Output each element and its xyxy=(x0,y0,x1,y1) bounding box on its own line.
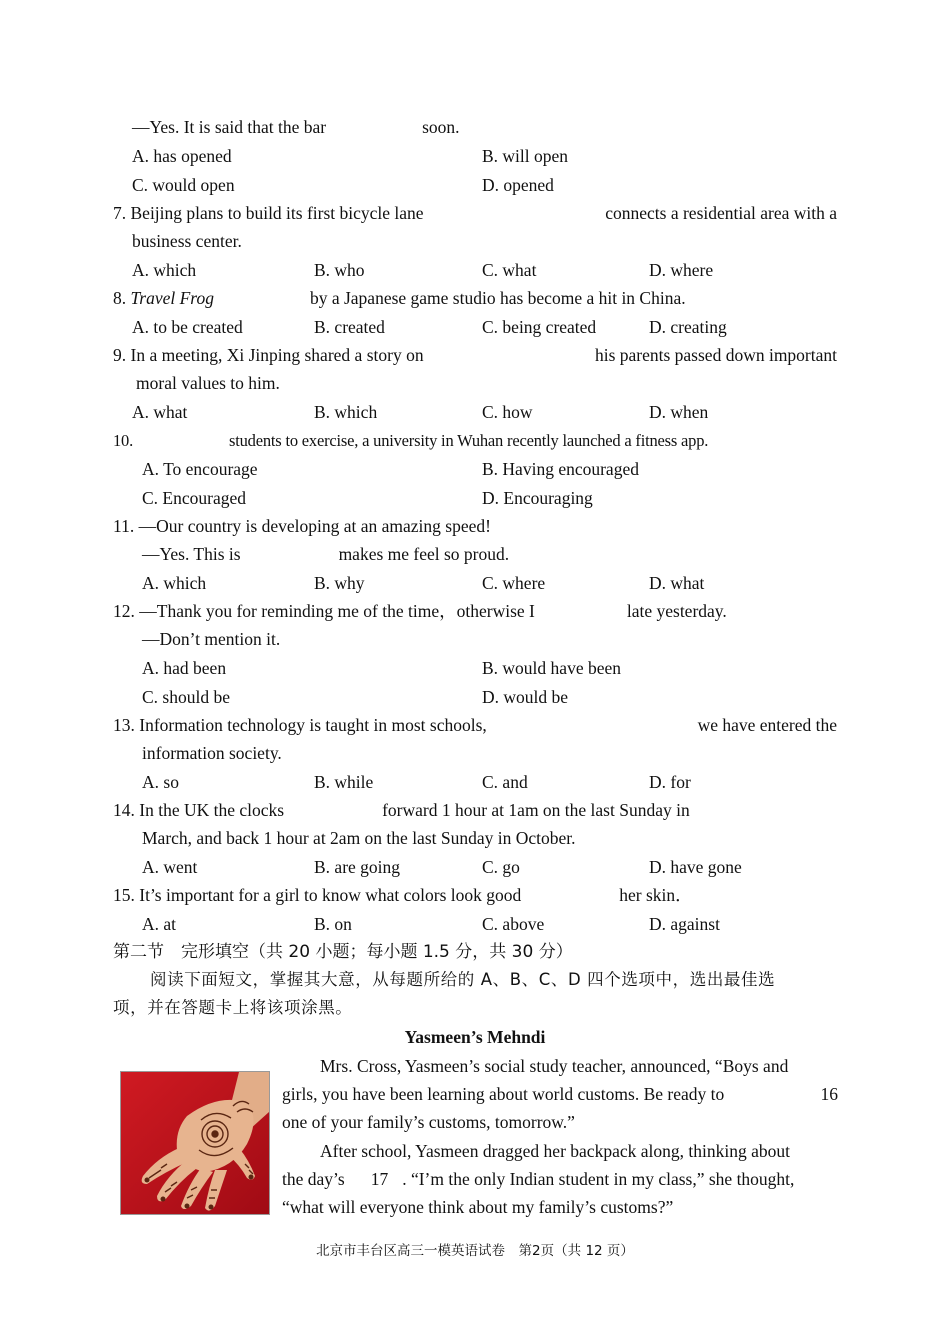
q8-text-after: by a Japanese game studio has become a hit in China. xyxy=(309,288,686,308)
q8-number: 8. xyxy=(113,288,127,308)
q10-option-d: D. Encouraging xyxy=(482,488,593,508)
q15-option-a: A. at xyxy=(142,914,177,934)
q7-line2: business center. xyxy=(132,231,242,251)
q9-option-a: A. what xyxy=(132,402,188,422)
passage-title: Yasmeen’s Mehndi xyxy=(404,1027,546,1047)
q9-option-d: D. when xyxy=(649,402,709,422)
q12-option-d: D. would be xyxy=(482,687,569,707)
q11-line2 xyxy=(142,543,509,565)
q14-text-after: forward 1 hour at 1am on the last Sunday in xyxy=(382,800,690,820)
henna-hand-illustration xyxy=(121,1072,269,1214)
q15-line xyxy=(113,884,693,906)
q12-option-a: A. had been xyxy=(142,658,227,678)
q14-text-before: 14. In the UK the clocks xyxy=(113,800,285,820)
q7-line1 xyxy=(113,202,837,224)
passage-p2-line1: After school, Yasmeen dragged her backpack along, thinking about xyxy=(320,1141,790,1161)
q6-option-a: A. has opened xyxy=(132,146,232,166)
q12-text-after: late yesterday. xyxy=(626,601,727,621)
q8-option-c: C. being created xyxy=(482,317,597,337)
passage-p2-line2 xyxy=(282,1168,794,1190)
q7-option-c: C. what xyxy=(482,260,537,280)
q7-text-before: 7. Beijing plans to build its first bicycle lane xyxy=(113,203,424,223)
blank-16: 16 xyxy=(820,1084,838,1104)
passage-p1-line1: Mrs. Cross, Yasmeen’s social study teacher, announced, “Boys and xyxy=(320,1056,789,1076)
q10-text-after: students to exercise, a university in Wuhan recently launched a fitness app. xyxy=(229,431,709,450)
q13-text-before: 13. Information technology is taught in most schools, xyxy=(113,715,487,735)
q13-option-b: B. while xyxy=(314,772,374,792)
q6-line xyxy=(132,116,460,138)
q11-line1: 11. —Our country is developing at an amazing speed! xyxy=(113,516,491,536)
q12-line2: —Don’t mention it. xyxy=(142,629,281,649)
q15-option-c: C. above xyxy=(482,914,545,934)
q14-option-a: A. went xyxy=(142,857,198,877)
q8-option-b: B. created xyxy=(314,317,385,337)
q9-line2: moral values to him. xyxy=(136,373,280,393)
q7-text-after: connects a residential area with a xyxy=(605,203,837,223)
section2-instruction-line1: 阅读下面短文，掌握其大意，从每题所给的 A、B、C、D 四个选项中，选出最佳选 xyxy=(150,970,776,989)
q9-option-c: C. how xyxy=(482,402,533,422)
passage-p2-line2-before: the day’s xyxy=(282,1169,345,1189)
q7-option-a: A. which xyxy=(132,260,197,280)
q12-line1 xyxy=(113,600,727,622)
q13-line1 xyxy=(113,714,837,736)
q11-text-after: makes me feel so proud. xyxy=(338,544,510,564)
q14-line2: March, and back 1 hour at 2am on the last Sunday in October. xyxy=(142,828,576,848)
q6-line-after: soon. xyxy=(422,117,460,137)
q11-option-a: A. which xyxy=(142,573,207,593)
q15-text-before: 15. It’s important for a girl to know what colors look good xyxy=(113,885,522,905)
q13-line2: information society. xyxy=(142,743,282,763)
q9-line1 xyxy=(113,344,837,366)
q13-option-a: A. so xyxy=(142,772,179,792)
section2-instruction-line2: 项，并在答题卡上将该项涂黑。 xyxy=(113,998,353,1017)
q7-option-b: B. who xyxy=(314,260,365,280)
q8-option-a: A. to be created xyxy=(132,317,243,337)
q12-option-c: C. should be xyxy=(142,687,230,707)
q9-text-before: 9. In a meeting, Xi Jinping shared a story on xyxy=(113,345,424,365)
q11-option-b: B. why xyxy=(314,573,365,593)
q10-option-c: C. Encouraged xyxy=(142,488,246,508)
q8-italic-title: Travel Frog xyxy=(130,288,214,308)
passage-p2-line2-after: . “I’m the only Indian student in my class,” she thought, xyxy=(402,1169,795,1189)
q6-option-d: D. opened xyxy=(482,175,554,195)
q8-line xyxy=(113,287,686,309)
q9-option-b: B. which xyxy=(314,402,378,422)
passage-p2-line3: “what will everyone think about my family’s customs?” xyxy=(282,1197,674,1217)
passage-p1-line2 xyxy=(282,1083,838,1105)
q11-option-d: D. what xyxy=(649,573,705,593)
henna-hand-photo xyxy=(120,1071,270,1215)
q6-option-b: B. will open xyxy=(482,146,569,166)
q10-option-a: A. To encourage xyxy=(142,459,258,479)
passage-p1-line3: one of your family’s customs, tomorrow.” xyxy=(282,1112,575,1132)
q11-text-before: —Yes. This is xyxy=(142,544,241,564)
q12-option-b: B. would have been xyxy=(482,658,621,678)
q6-line-text: —Yes. It is said that the bar xyxy=(132,117,327,137)
q10-line xyxy=(113,430,708,452)
q12-text-before: 12. —Thank you for reminding me of the time，otherwise I xyxy=(113,601,535,621)
q15-text-after: her skin． xyxy=(619,885,693,905)
q13-option-d: D. for xyxy=(649,772,691,792)
q14-option-b: B. are going xyxy=(314,857,401,877)
page-footer: 北京市丰台区高三一模英语试卷 第2页（共 12 页） xyxy=(316,1243,634,1259)
q9-text-after: his parents passed down important xyxy=(594,345,837,365)
q6-option-c: C. would open xyxy=(132,175,235,195)
q15-option-d: D. against xyxy=(649,914,720,934)
q7-option-d: D. where xyxy=(649,260,714,280)
q8-option-d: D. creating xyxy=(649,317,727,337)
q10-number: 10. xyxy=(113,431,134,450)
section2-heading: 第二节 完形填空（共 20 小题；每小题 1.5 分，共 30 分） xyxy=(113,942,573,962)
passage-p1-line2-text: girls, you have been learning about world customs. Be ready to xyxy=(282,1084,725,1104)
q13-option-c: C. and xyxy=(482,772,528,792)
q10-option-b: B. Having encouraged xyxy=(482,459,639,479)
q13-text-after: we have entered the xyxy=(697,715,837,735)
q14-line1 xyxy=(113,799,690,821)
q11-option-c: C. where xyxy=(482,573,546,593)
blank-17: 17 xyxy=(370,1169,389,1189)
q15-option-b: B. on xyxy=(314,914,352,934)
q14-option-c: C. go xyxy=(482,857,520,877)
q14-option-d: D. have gone xyxy=(649,857,742,877)
